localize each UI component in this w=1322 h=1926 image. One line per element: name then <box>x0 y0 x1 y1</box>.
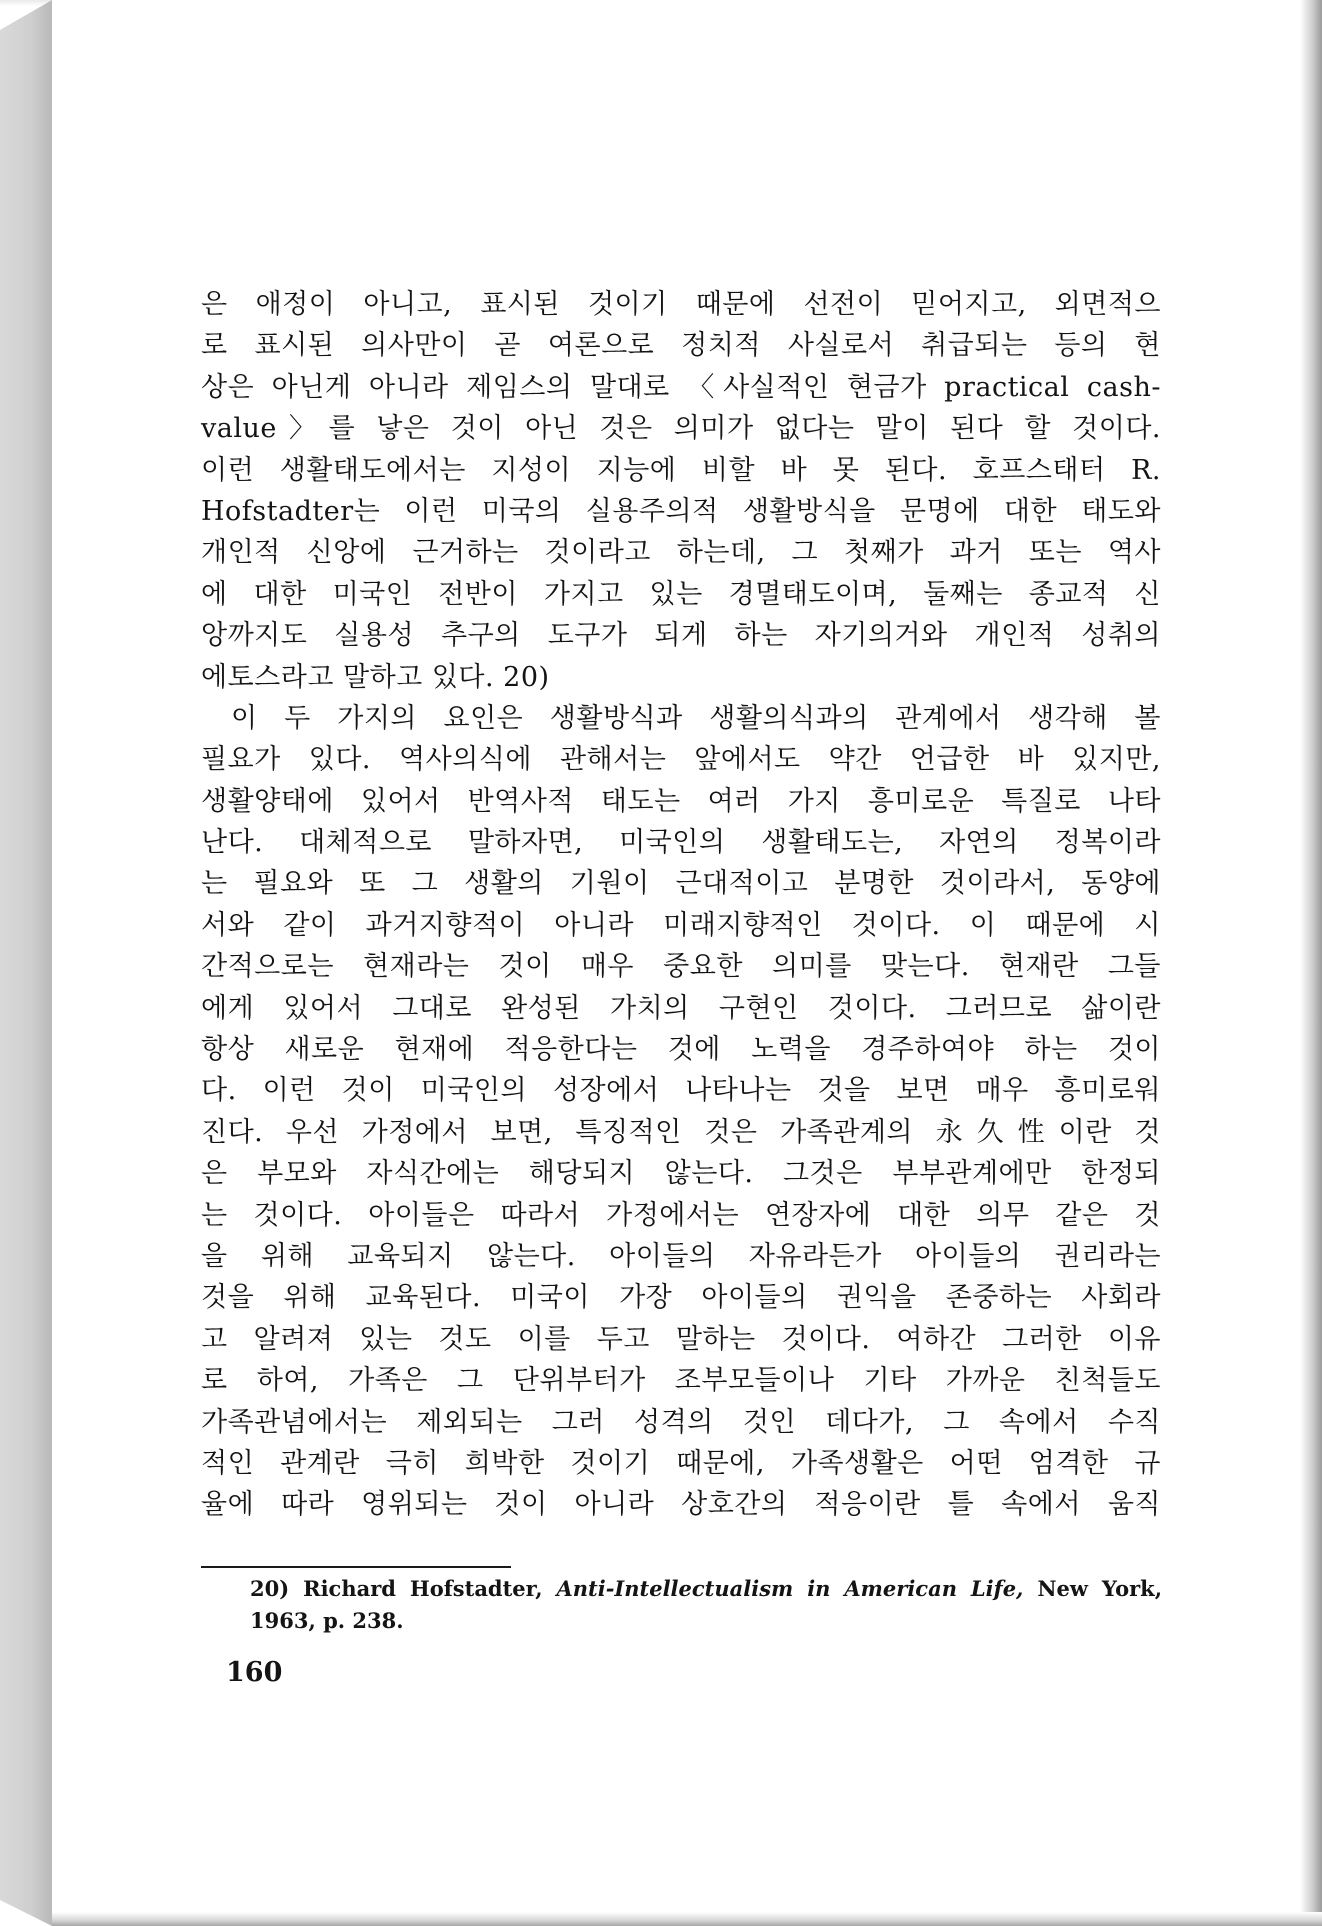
page-right-shadow <box>1300 0 1322 1926</box>
text-line: 것을 위해 교육된다. 미국이 가장 아이들의 권익을 존중하는 사회라 <box>201 1282 1161 1314</box>
footnote-line <box>250 1573 1162 1605</box>
book-spine-edge <box>0 0 52 1926</box>
text-line: value〉를 낳은 것이 아닌 것은 의미가 없다는 말이 된다 할 것이다. <box>201 413 1161 445</box>
text-line: 진다. 우선 가정에서 보면, 특징적인 것은 가족관계의 永久性이란 것 <box>201 1116 1161 1148</box>
body-text <box>201 284 1161 1526</box>
text-line: 이런 생활태도에서는 지성이 지능에 비할 바 못 된다. 호프스태터 R. <box>201 454 1161 486</box>
text-line: 에 대한 미국인 전반이 가지고 있는 경멸태도이며, 둘째는 종교적 신 <box>201 578 1161 610</box>
text-line: 은 애정이 아니고, 표시된 것이기 때문에 선전이 믿어지고, 외면적으 <box>201 289 1161 320</box>
text-line: 간적으로는 현재라는 것이 매우 중요한 의미를 맞는다. 현재란 그들 <box>201 951 1161 983</box>
text-line: 로 표시된 의사만이 곧 여론으로 정치적 사실로서 취급되는 등의 현 <box>201 330 1161 362</box>
footnote-title: Anti-Intellectualism in American Life, <box>556 1576 1024 1601</box>
text-line: 개인적 신앙에 근거하는 것이라고 하는데, 그 첫째가 과거 또는 역사 <box>201 537 1161 569</box>
text-line: 는 것이다. 아이들은 따라서 가정에서는 연장자에 대한 의무 같은 것 <box>201 1199 1161 1231</box>
text-line: 는 필요와 또 그 생활의 기원이 근대적이고 분명한 것이라서, 동양에 <box>201 868 1161 900</box>
footnote-continuation: 1963, p. 238. <box>250 1608 404 1633</box>
text-line: 필요가 있다. 역사의식에 관해서는 앞에서도 약간 언급한 바 있지만, <box>201 744 1161 776</box>
footnote <box>250 1573 1162 1637</box>
page-number: 160 <box>226 1657 283 1688</box>
text-line: 앙까지도 실용성 추구의 도구가 되게 하는 자기의거와 개인적 성취의 <box>201 620 1161 652</box>
text-line: 율에 따라 영위되는 것이 아니라 상호간의 적응이란 틀 속에서 움직 <box>201 1489 1161 1521</box>
text-line: 다. 이런 것이 미국인의 성장에서 나타나는 것을 보면 매우 흥미로워 <box>201 1075 1161 1107</box>
text-line: 로 하여, 가족은 그 단위부터가 조부모들이나 기타 가까운 친척들도 <box>201 1365 1161 1397</box>
footnote-separator <box>201 1566 511 1568</box>
text-line: 항상 새로운 현재에 적응한다는 것에 노력을 경주하여야 하는 것이 <box>201 1034 1161 1066</box>
paragraph-start-line: 이 두 가지의 요인은 생활방식과 생활의식과의 관계에서 생각해 볼 <box>231 702 1161 734</box>
page-bottom-shadow <box>52 1912 1322 1926</box>
text-line: 에토스라고 말하고 있다. 20) <box>201 661 550 693</box>
text-line: 을 위해 교육되지 않는다. 아이들의 자유라든가 아이들의 권리라는 <box>201 1240 1161 1272</box>
footnote-author: Richard Hofstadter, <box>303 1576 543 1601</box>
text-line: 고 알려져 있는 것도 이를 두고 말하는 것이다. 여하간 그러한 이유 <box>201 1323 1161 1355</box>
text-line: 서와 같이 과거지향적이 아니라 미래지향적인 것이다. 이 때문에 시 <box>201 909 1161 941</box>
text-line: 생활양태에 있어서 반역사적 태도는 여러 가지 흥미로운 특질로 나타 <box>201 785 1161 817</box>
text-line: 상은 아닌게 아니라 제임스의 말대로 〈사실적인 현금가 practical cash- <box>201 371 1161 403</box>
footnote-marker: 20) <box>250 1576 290 1601</box>
text-line: 가족관념에서는 제외되는 그러 성격의 것인 데다가, 그 속에서 수직 <box>201 1406 1161 1438</box>
text-line: 난다. 대체적으로 말하자면, 미국인의 생활태도는, 자연의 정복이라 <box>201 827 1161 859</box>
footnote-place: New York, <box>1037 1576 1163 1601</box>
text-line: 적인 관계란 극히 희박한 것이기 때문에, 가족생활은 어떤 엄격한 규 <box>201 1447 1161 1479</box>
text-line: 에게 있어서 그대로 완성된 가치의 구현인 것이다. 그러므로 삶이란 <box>201 992 1161 1024</box>
text-line: Hofstadter는 이런 미국의 실용주의적 생활방식을 문명에 대한 태도와 <box>201 495 1161 527</box>
text-line: 은 부모와 자식간에는 해당되지 않는다. 그것은 부부관계에만 한정되 <box>201 1158 1161 1190</box>
